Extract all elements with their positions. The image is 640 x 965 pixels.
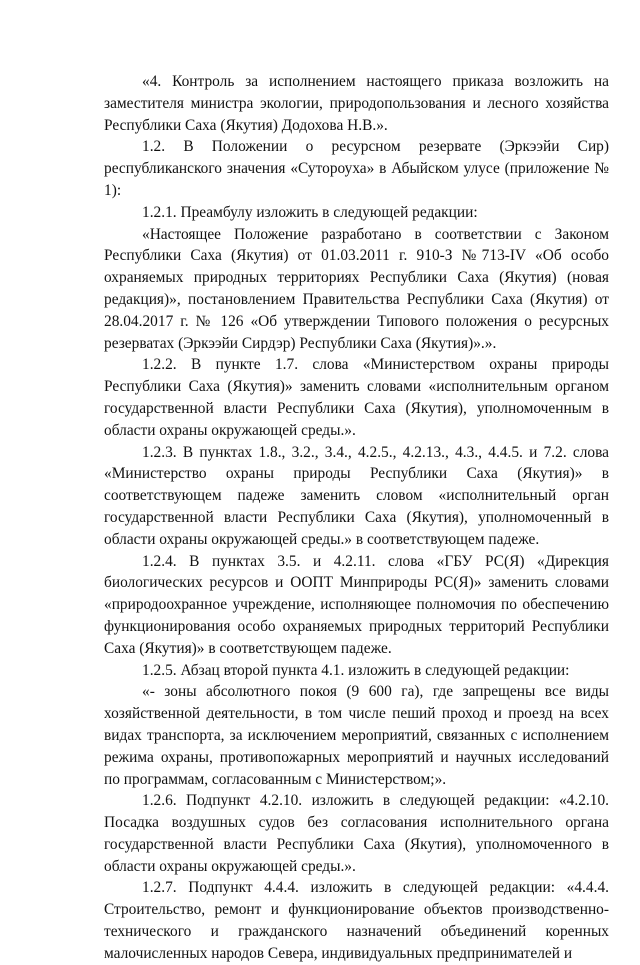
paragraph-absolute-rest-zone: «- зоны абсолютного покоя (9 600 га), где запрещены все виды хозяйственной деятельности, в том числе пеший проход и проезд на всех видах транспорта, за исключением мероприятий, связанных с исполнением режима охраны, противопожарных мероприятий и научных исследований по программам, согласованным с Министерством;». bbox=[104, 683, 609, 788]
paragraph-1-2-7: 1.2.7. Подпункт 4.4.4. изложить в следующей редакции: «4.4.4. Строительство, ремонт и функционирование объектов производственно-технического и гражданского назначений объединений коренных малочисленных народов Севера, индивидуальных предпринимателей и bbox=[104, 879, 609, 962]
paragraph-1-2-regulation: 1.2. В Положении о ресурсном резервате (Эркээйи Сир) республиканского значения «Сутороуха» в Абыйском улусе (приложение № 1): bbox=[104, 138, 609, 199]
paragraph-1-2-4: 1.2.4. В пунктах 3.5. и 4.2.11. слова «ГБУ РС(Я) «Дирекция биологических ресурсов и ООПТ Минприроды РС(Я)» заменить словами «природоохранное учреждение, исполняющее полномочия по обеспечению функционирования особо охраняемых природных территорий Республики Саха (Якутия)» в соответствующем падеже. bbox=[104, 552, 609, 657]
paragraph-1-2-5: 1.2.5. Абзац второй пункта 4.1. изложить в следующей редакции: bbox=[142, 661, 570, 679]
paragraph-1-2-3: 1.2.3. В пунктах 1.8., 3.2., 3.4., 4.2.5., 4.2.13., 4.3., 4.4.5. и 7.2. слова «Министерство охраны природы Республики Саха (Якутия)» в соответствующем падеже заменить словом «исполнительный орган государственной власти Республики Саха (Якутия), уполномоченный в области охраны окружающей среды.» в соответствующем падеже. bbox=[104, 443, 609, 548]
paragraph-1-2-2: 1.2.2. В пункте 1.7. слова «Министерством охраны природы Республики Саха (Якутия)» заменить словами «исполнительным органом государственной власти Республики Саха (Якутия), уполномоченным в области охраны окружающей среды.». bbox=[104, 356, 609, 439]
paragraph-preamble-text: «Настоящее Положение разработано в соответствии с Законом Республики Саха (Якутия) от 01.03.2011 г. 910-З №713-IV «Об особо охраняемых природных территориях Республики Саха (Якутия) (новая редакция)», постановлением Правительства Республики Саха (Якутия) от 28.04.2017 г. № 126 «Об утверждении Типового положения о ресурсных резерватах (Эркээйи Сирдэр) Республики Саха (Якутия)».». bbox=[104, 225, 609, 352]
paragraph-clause-4-control: «4. Контроль за исполнением настоящего приказа возложить на заместителя министра экологии, природопользования и лесного хозяйства Республики Саха (Якутия) Додохова Н.В.». bbox=[104, 73, 609, 134]
paragraph-1-2-1-preamble: 1.2.1. Преамбулу изложить в следующей редакции: bbox=[142, 203, 478, 221]
document-body bbox=[104, 71, 609, 965]
paragraph-1-2-6: 1.2.6. Подпункт 4.2.10. изложить в следующей редакции: «4.2.10. Посадка воздушных судов без согласования исполнительного органа государственной власти Республики Саха (Якутия), уполномоченного в области охраны окружающей среды.». bbox=[104, 792, 609, 875]
